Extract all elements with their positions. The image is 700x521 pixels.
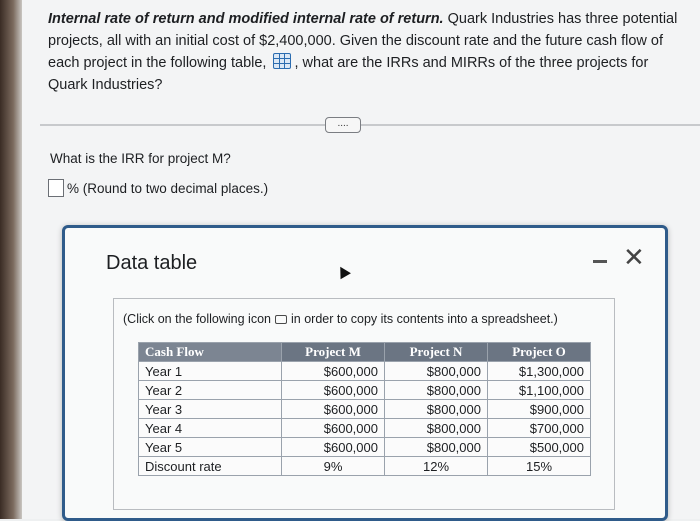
cash-flow-table <box>138 342 591 476</box>
cell-project-m: $600,000 <box>282 400 385 419</box>
answer-suffix: % (Round to two decimal places.) <box>67 180 269 196</box>
mouse-cursor-icon <box>335 264 351 280</box>
header-project-m: Project M <box>282 343 385 362</box>
row-label: Year 1 <box>139 362 282 381</box>
cell-project-o: $500,000 <box>488 438 591 457</box>
sub-question: What is the IRR for project M? <box>50 151 231 166</box>
row-label: Year 2 <box>139 381 282 400</box>
table-header-row <box>139 343 591 362</box>
cell-project-o: $1,100,000 <box>488 381 591 400</box>
instruction-after: in order to copy its contents into a spreadsheet.) <box>291 312 558 326</box>
minimize-icon[interactable] <box>593 260 607 263</box>
cell-project-m: $600,000 <box>282 381 385 400</box>
modal-title: Data table <box>106 252 198 274</box>
instruction-before: (Click on the following icon <box>123 312 271 326</box>
question-body-1: Quark Industries has three potential projects, all with an initial cost of $2,400,000. Given the discount rate and the future cash flow of each project in the following table, <box>48 11 678 71</box>
header-project-n: Project N <box>385 343 488 362</box>
data-table-modal <box>62 225 668 521</box>
table-row <box>139 457 591 476</box>
question-title: Internal rate of return and modified internal rate of return. <box>48 11 444 27</box>
table-grid-icon[interactable] <box>273 53 291 69</box>
cell-project-m: $600,000 <box>282 438 385 457</box>
cell-project-m: $600,000 <box>282 362 385 381</box>
header-project-o: Project O <box>488 343 591 362</box>
cell-project-n: $800,000 <box>385 419 488 438</box>
question-body-2: , what are the IRRs and MIRRs of the three projects for Quark Industries? <box>48 55 649 93</box>
cell-project-n: $800,000 <box>385 400 488 419</box>
cell-project-m: 9% <box>282 457 385 476</box>
copy-instruction <box>123 312 558 326</box>
cell-project-o: $900,000 <box>488 400 591 419</box>
row-label: Year 4 <box>139 419 282 438</box>
row-label: Year 3 <box>139 400 282 419</box>
answer-row <box>48 179 268 197</box>
cell-project-o: $1,300,000 <box>488 362 591 381</box>
cell-project-o: 15% <box>488 457 591 476</box>
more-button[interactable]: .... <box>325 117 361 133</box>
row-label: Year 5 <box>139 438 282 457</box>
table-row <box>139 400 591 419</box>
copy-icon[interactable] <box>275 315 287 324</box>
table-row <box>139 419 591 438</box>
cell-project-n: 12% <box>385 457 488 476</box>
cell-project-n: $800,000 <box>385 381 488 400</box>
close-icon[interactable]: ✕ <box>623 242 645 272</box>
question-text <box>48 8 678 96</box>
answer-input[interactable] <box>48 179 64 197</box>
table-row <box>139 362 591 381</box>
row-label: Discount rate <box>139 457 282 476</box>
table-row <box>139 438 591 457</box>
cell-project-m: $600,000 <box>282 419 385 438</box>
cell-project-o: $700,000 <box>488 419 591 438</box>
photo-edge <box>0 0 22 519</box>
cell-project-n: $800,000 <box>385 438 488 457</box>
table-row <box>139 381 591 400</box>
cell-project-n: $800,000 <box>385 362 488 381</box>
divider <box>40 124 700 126</box>
header-cash-flow: Cash Flow <box>139 343 282 362</box>
